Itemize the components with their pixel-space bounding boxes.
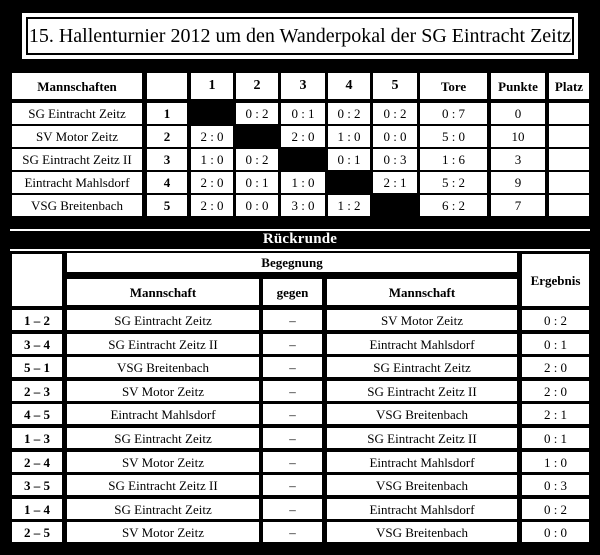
match-pair: 2 – 3	[12, 381, 62, 401]
standings-self-cell	[236, 126, 278, 147]
match-pair: 1 – 3	[12, 428, 62, 448]
standings-number: 2	[147, 126, 187, 147]
standings-team: Eintracht Mahlsdorf	[12, 172, 142, 193]
page-title: 15. Hallenturnier 2012 um den Wanderpokal der SG Eintracht Zeitz	[22, 13, 578, 59]
standings-team: VSG Breitenbach	[12, 195, 142, 216]
match-away-team: Eintracht Mahlsdorf	[327, 334, 517, 354]
standings-points: 9	[491, 172, 545, 193]
header-mannschaft-home: Mannschaft	[67, 279, 259, 305]
header-col-1: 1	[191, 73, 233, 99]
standings-goals: 0 : 7	[420, 103, 487, 124]
match-pair: 3 – 5	[12, 475, 62, 495]
standings-place	[549, 195, 589, 216]
standings-place	[549, 149, 589, 170]
standings-result: 1 : 0	[191, 149, 233, 170]
standings-result: 0 : 0	[373, 126, 417, 147]
match-home-team: SV Motor Zeitz	[67, 522, 259, 542]
standings-result: 0 : 1	[328, 149, 370, 170]
standings-result: 2 : 0	[281, 126, 325, 147]
match-result: 0 : 1	[522, 334, 589, 354]
header-ergebnis: Ergebnis	[522, 254, 589, 306]
match-home-team: SG Eintracht Zeitz	[67, 428, 259, 448]
header-begegnung: Begegnung	[67, 253, 517, 272]
match-vs: –	[263, 310, 322, 330]
match-pair: 2 – 5	[12, 522, 62, 542]
standings-number: 4	[147, 172, 187, 193]
standings-result: 0 : 0	[236, 195, 278, 216]
match-pair: 1 – 4	[12, 499, 62, 519]
standings-self-cell	[281, 149, 325, 170]
match-away-team: SG Eintracht Zeitz II	[327, 381, 517, 401]
standings-place	[549, 126, 589, 147]
match-result: 1 : 0	[522, 452, 589, 472]
match-home-team: SG Eintracht Zeitz II	[67, 475, 259, 495]
match-vs: –	[263, 404, 322, 424]
standings-place	[549, 172, 589, 193]
match-home-team: SG Eintracht Zeitz	[67, 499, 259, 519]
standings-place	[549, 103, 589, 124]
header-col-2: 2	[236, 73, 278, 99]
standings-team: SG Eintracht Zeitz	[12, 103, 142, 124]
standings-goals: 5 : 2	[420, 172, 487, 193]
match-vs: –	[263, 452, 322, 472]
header-gegen: gegen	[263, 279, 322, 305]
match-result: 0 : 0	[522, 522, 589, 542]
match-result: 0 : 2	[522, 499, 589, 519]
match-home-team: Eintracht Mahlsdorf	[67, 404, 259, 424]
standings-result: 0 : 1	[281, 103, 325, 124]
header-tore: Tore	[420, 73, 487, 99]
standings-result: 0 : 2	[373, 103, 417, 124]
match-vs: –	[263, 381, 322, 401]
match-pair: 3 – 4	[12, 334, 62, 354]
match-vs: –	[263, 357, 322, 377]
standings-result: 1 : 0	[328, 126, 370, 147]
match-pair: 2 – 4	[12, 452, 62, 472]
header-mannschaften: Mannschaften	[12, 73, 142, 99]
match-result: 2 : 0	[522, 381, 589, 401]
match-away-team: VSG Breitenbach	[327, 404, 517, 424]
standings-points: 7	[491, 195, 545, 216]
match-vs: –	[263, 499, 322, 519]
match-vs: –	[263, 522, 322, 542]
header-punkte: Punkte	[491, 73, 545, 99]
standings-result: 0 : 3	[373, 149, 417, 170]
standings-goals: 5 : 0	[420, 126, 487, 147]
match-away-team: Eintracht Mahlsdorf	[327, 499, 517, 519]
header-col-5: 5	[373, 73, 417, 99]
standings-points: 10	[491, 126, 545, 147]
match-away-team: SV Motor Zeitz	[327, 310, 517, 330]
standings-points: 3	[491, 149, 545, 170]
standings-result: 1 : 2	[328, 195, 370, 216]
header-blank	[147, 73, 187, 99]
standings-self-cell	[328, 172, 370, 193]
standings-result: 0 : 2	[236, 149, 278, 170]
standings-number: 1	[147, 103, 187, 124]
header-platz: Platz	[549, 73, 589, 99]
match-result: 2 : 0	[522, 357, 589, 377]
standings-points: 0	[491, 103, 545, 124]
match-away-team: Eintracht Mahlsdorf	[327, 452, 517, 472]
match-away-team: VSG Breitenbach	[327, 522, 517, 542]
standings-number: 5	[147, 195, 187, 216]
match-away-team: VSG Breitenbach	[327, 475, 517, 495]
standings-result: 2 : 0	[191, 195, 233, 216]
standings-team: SV Motor Zeitz	[12, 126, 142, 147]
standings-result: 0 : 2	[236, 103, 278, 124]
match-home-team: SV Motor Zeitz	[67, 452, 259, 472]
match-home-team: SV Motor Zeitz	[67, 381, 259, 401]
match-result: 0 : 1	[522, 428, 589, 448]
match-result: 2 : 1	[522, 404, 589, 424]
match-vs: –	[263, 334, 322, 354]
standings-goals: 1 : 6	[420, 149, 487, 170]
standings-result: 1 : 0	[281, 172, 325, 193]
standings-number: 3	[147, 149, 187, 170]
match-pair: 1 – 2	[12, 310, 62, 330]
standings-goals: 6 : 2	[420, 195, 487, 216]
standings-result: 2 : 0	[191, 126, 233, 147]
standings-result: 2 : 0	[191, 172, 233, 193]
match-pair: 5 – 1	[12, 357, 62, 377]
standings-team: SG Eintracht Zeitz II	[12, 149, 142, 170]
standings-result: 0 : 1	[236, 172, 278, 193]
header-col-4: 4	[328, 73, 370, 99]
match-home-team: SG Eintracht Zeitz II	[67, 334, 259, 354]
match-home-team: VSG Breitenbach	[67, 357, 259, 377]
match-away-team: SG Eintracht Zeitz	[327, 357, 517, 377]
match-vs: –	[263, 428, 322, 448]
rueckrunde-label: Rückrunde	[262, 230, 338, 247]
header-blank	[12, 254, 62, 306]
match-result: 0 : 2	[522, 310, 589, 330]
standings-self-cell	[191, 103, 233, 124]
standings-result: 0 : 2	[328, 103, 370, 124]
match-home-team: SG Eintracht Zeitz	[67, 310, 259, 330]
standings-self-cell	[373, 195, 417, 216]
match-away-team: SG Eintracht Zeitz II	[327, 428, 517, 448]
header-mannschaft-away: Mannschaft	[327, 279, 517, 305]
divider-bottom	[10, 249, 590, 251]
standings-result: 3 : 0	[281, 195, 325, 216]
match-vs: –	[263, 475, 322, 495]
match-pair: 4 – 5	[12, 404, 62, 424]
standings-result: 2 : 1	[373, 172, 417, 193]
match-result: 0 : 3	[522, 475, 589, 495]
header-col-3: 3	[281, 73, 325, 99]
